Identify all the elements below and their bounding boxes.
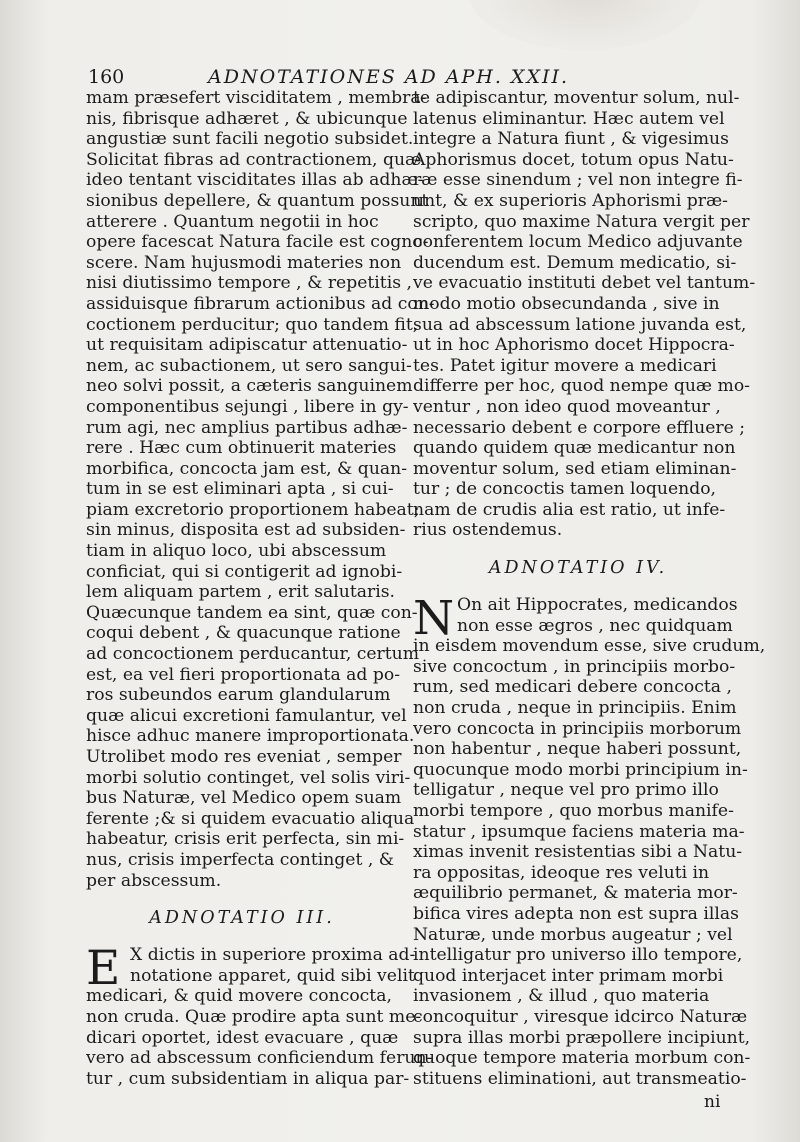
- paragraph-iv: [413, 591, 766, 1089]
- text-line: quæ alicui excretioni famulantur, vel: [86, 705, 407, 726]
- text-line: vero ad abscessum conficiendum ferun-: [86, 1048, 433, 1069]
- text-line: nem, ac subactionem, ut sero sangui-: [86, 355, 412, 376]
- text-line: ducendum est. Demum medicatio, si-: [413, 252, 737, 273]
- text-line: tur ; de concoctis tamen loquendo,: [413, 479, 717, 500]
- text-line: morbi solutio continget, vel solis viri-: [86, 767, 411, 788]
- text-line: non habentur , neque haberi possunt,: [413, 739, 742, 760]
- text-line: est, ea vel fieri proportionata ad po-: [86, 664, 401, 685]
- text-line: per abscessum.: [86, 870, 222, 891]
- text-line: non cruda. Quæ prodire apta sunt me-: [86, 1006, 422, 1027]
- text-line: ra oppositas, ideoque res veluti in: [413, 862, 710, 883]
- paragraph-iv-text: [413, 591, 766, 1089]
- text-line: lem aliquam partem , erit salutaris.: [86, 582, 396, 603]
- text-line: piam excretorio proportionem habeat;: [86, 499, 420, 520]
- drop-cap-e: E: [86, 941, 121, 997]
- text-line: atterere . Quantum negotii in hoc: [86, 211, 379, 232]
- text-line: neo solvi possit, a cæteris sanguinem: [86, 376, 413, 397]
- text-line: scere. Nam hujusmodi materies non: [86, 252, 402, 273]
- section-heading-iv: ADNOTATIO IV.: [488, 558, 668, 579]
- text-line: bifica vires adepta non est supra illas: [413, 903, 739, 924]
- text-line: sin minus, disposita est ad subsiden-: [86, 520, 406, 541]
- text-line: coqui debent , & quacunque ratione: [86, 623, 401, 644]
- text-line: tur , cum subsidentiam in aliqua par-: [86, 1068, 410, 1089]
- text-line: necessario debent e corpore effluere ;: [413, 417, 746, 438]
- text-line: On ait Hippocrates, medicandos: [457, 595, 738, 616]
- text-line: ve evacuatio instituti debet vel tantum-: [413, 273, 756, 294]
- text-line: Quæcunque tandem ea sint, quæ con-: [86, 602, 418, 623]
- text-line: intelligatur pro universo illo tempore,: [413, 945, 743, 966]
- text-line: ad concoctionem perducantur, certum: [86, 644, 420, 665]
- page-number: 160: [88, 66, 125, 88]
- text-line: nus, crisis imperfecta continget , &: [86, 849, 395, 870]
- text-line: componentibus sejungi , libere in gy-: [86, 396, 409, 417]
- section-heading-iii: ADNOTATIO III.: [149, 908, 335, 929]
- text-line: habeatur, crisis erit perfecta, sin mi-: [86, 829, 405, 850]
- text-line: rere . Hæc cum obtinuerit materies: [86, 438, 397, 459]
- text-line: Solicitat fibras ad contractionem, quæ: [86, 149, 422, 170]
- text-line: latenus eliminantur. Hæc autem vel: [413, 108, 725, 129]
- text-line: differre per hoc, quod nempe quæ mo-: [413, 376, 750, 397]
- text-line: non cruda , neque in principiis. Enim: [413, 698, 737, 719]
- text-line: notatione apparet, quid sibi velit: [130, 965, 415, 986]
- text-line: Naturæ, unde morbus augeatur ; vel: [413, 924, 733, 945]
- text-line: coctionem perducitur; quo tandem fit,: [86, 314, 419, 335]
- catchword: ni: [704, 1092, 721, 1112]
- text-line: conferentem locum Medico adjuvante: [413, 232, 743, 253]
- text-line: ut in hoc Aphorismo docet Hippocra-: [413, 335, 735, 356]
- text-line: sionibus depellere, & quantum possunt: [86, 190, 429, 211]
- text-line: hisce adhuc manere improportionata.: [86, 726, 415, 747]
- text-line: nis, fibrisque adhæret , & ubicunque: [86, 108, 408, 129]
- text-line: ideo tentant visciditates illas ab adhæ-: [86, 170, 424, 191]
- text-line: morbi tempore , quo morbus manife-: [413, 801, 734, 821]
- text-line: nam de crudis alia est ratio, ut infe-: [413, 499, 726, 520]
- text-line: te adipiscantur, moventur solum, nul-: [413, 88, 740, 108]
- text-line: in eisdem movendum esse, sive crudum,: [413, 636, 766, 657]
- left-column-text: [86, 88, 435, 891]
- text-line: tum in se est eliminari apta , si cui-: [86, 479, 394, 500]
- text-line: ximas invenit resistentias sibi a Natu-: [413, 842, 743, 863]
- text-line: scripto, quo maxime Natura vergit per: [413, 211, 750, 232]
- right-column-text: [413, 88, 756, 541]
- text-line: morbifica, concocta jam est, & quan-: [86, 458, 408, 479]
- text-line: Utrolibet modo res eveniat , semper: [86, 747, 402, 767]
- text-line: ut requisitam adipiscatur attenuatio-: [86, 335, 408, 356]
- paragraph-iii-text: [86, 941, 433, 1089]
- text-line: concoquitur , viresque idcirco Naturæ: [413, 1006, 748, 1027]
- text-line: statur , ipsumque faciens materia ma-: [413, 821, 745, 842]
- text-line: ferente ;& si quidem evacuatio aliqua: [86, 808, 415, 829]
- text-line: vero concocta in principiis morborum: [413, 718, 742, 739]
- text-line: supra illas morbi præpollere incipiunt,: [413, 1027, 751, 1048]
- text-line: quod interjacet inter primam morbi: [413, 965, 724, 986]
- text-line: ventur , non ideo quod moveantur ,: [413, 396, 721, 417]
- text-line: quocunque modo morbi principium in-: [413, 759, 748, 780]
- text-line: conficiat, qui si contigerit ad ignobi-: [86, 561, 403, 582]
- text-line: mam præsefert visciditatem , membra-: [86, 88, 427, 108]
- text-line: integre a Natura fiunt , & vigesimus: [413, 129, 729, 150]
- text-line: moventur solum, sed etiam eliminan-: [413, 458, 737, 479]
- text-line: sive concoctum , in principiis morbo-: [413, 656, 736, 677]
- text-line: tiam in aliquo loco, ubi abscessum: [86, 541, 387, 562]
- left-column: [86, 88, 435, 1089]
- text-line: modo motio obsecundanda , sive in: [413, 293, 720, 314]
- text-line: opere facescat Natura facile est cogno-: [86, 232, 429, 253]
- running-title: ADNOTATIONES AD APH. XXII.: [208, 66, 570, 88]
- drop-cap-n: N: [413, 591, 455, 647]
- text-line: rum, sed medicari debere concocta ,: [413, 677, 732, 698]
- right-column: [413, 88, 766, 1089]
- text-line: non esse ægros , nec quidquam: [457, 615, 733, 636]
- text-line: dicari oportet, idest evacuare , quæ: [86, 1027, 399, 1048]
- text-line: nisi diutissimo tempore , & repetitis ,: [86, 273, 412, 294]
- text-line: rius ostendemus.: [413, 520, 563, 541]
- text-line: Aphorismus docet, totum opus Natu-: [413, 149, 734, 170]
- text-line: tes. Patet igitur movere a medicari: [413, 355, 717, 376]
- text-line: ræ esse sinendum ; vel non integre fi-: [413, 170, 743, 191]
- text-line: quoque tempore materia morbum con-: [413, 1048, 751, 1069]
- text-line: telligatur , neque vel pro primo illo: [413, 780, 719, 801]
- text-line: æquilibrio permanet, & materia mor-: [413, 883, 738, 904]
- text-line: X dictis in superiore proxima ad-: [130, 945, 416, 966]
- text-line: assiduisque fibrarum actionibus ad con-: [86, 293, 435, 314]
- text-line: ros subeundos earum glandularum: [86, 685, 391, 706]
- text-line: rum agi, nec amplius partibus adhæ-: [86, 417, 408, 438]
- text-line: quando quidem quæ medicantur non: [413, 438, 736, 459]
- paragraph-iii: [86, 941, 433, 1089]
- text-line: unt, & ex superioris Aphorismi præ-: [413, 190, 728, 211]
- text-line: medicari, & quid movere concocta,: [86, 986, 392, 1007]
- text-line: stituens eliminationi, aut transmeatio-: [413, 1068, 747, 1089]
- text-line: invasionem , & illud , quo materia: [413, 986, 710, 1007]
- text-line: bus Naturæ, vel Medico opem suam: [86, 788, 402, 809]
- text-line: angustiæ sunt facili negotio subsidet.: [86, 129, 414, 150]
- text-line: sua ad abscessum latione juvanda est,: [413, 314, 747, 335]
